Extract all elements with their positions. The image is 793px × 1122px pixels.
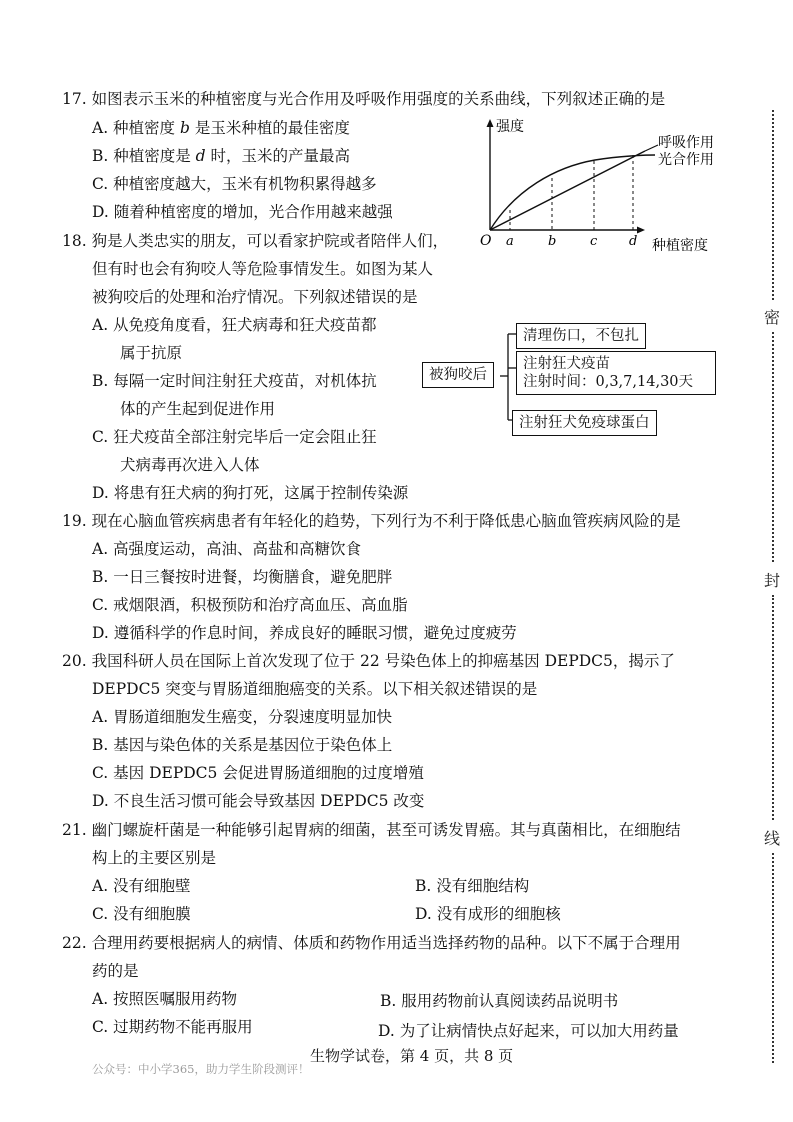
q17-option-b: B. 种植密度是 d 时，玉米的产量最高: [92, 147, 351, 165]
q19-option-d: D. 遵循科学的作息时间，养成良好的睡眠习惯，避免过度疲劳: [92, 624, 517, 642]
q21-stem-line1: 21. 幽门螺旋杆菌是一种能够引起胃病的细菌，甚至可诱发胃癌。其与真菌相比，在细胞结: [62, 821, 681, 839]
diagram-root-box: 被狗咬后: [422, 362, 494, 388]
q20-stem-line1: 20. 我国科研人员在国际上首次发现了位于 22 号染色体上的抑癌基因 DEPDC5，揭示了: [62, 652, 675, 670]
margin-char-xian: 线: [764, 829, 781, 848]
respiration-label: 呼吸作用: [658, 135, 714, 151]
diagram-branch1-box: 清理伤口，不包扎: [516, 323, 646, 349]
q21-option-b: B. 没有细胞结构: [415, 877, 530, 895]
x-axis-label: 种植密度: [652, 238, 708, 254]
q20-option-d: D. 不良生活习惯可能会导致基因 DEPDC5 改变: [92, 792, 425, 810]
margin-dotted-line-2: [772, 332, 776, 562]
q18-option-d: D. 将患有狂犬病的狗打死，这属于控制传染源: [92, 484, 409, 502]
q22-stem-line2: 药的是: [92, 962, 139, 980]
q18-option-a-line1: A. 从免疫角度看，狂犬病毒和狂犬疫苗都: [92, 316, 377, 334]
y-axis-label: 强度: [496, 119, 524, 135]
tick-c-label: c: [590, 234, 598, 249]
origin-label: O: [480, 233, 492, 249]
photosynthesis-label: 光合作用: [658, 152, 714, 168]
q21-option-d: D. 没有成形的细胞核: [415, 905, 561, 923]
q17-option-c: C. 种植密度越大，玉米有机物积累得越多: [92, 175, 377, 193]
q20-option-c: C. 基因 DEPDC5 会促进胃肠道细胞的过度增殖: [92, 764, 424, 782]
respiration-pointer: [645, 145, 658, 151]
branch2-line2: 注射时间：0,3,7,14,30天: [523, 374, 694, 390]
q19-stem: 19. 现在心脑血管疾病患者有年轻化的趋势，下列行为不利于降低患心脑血管疾病风险的是: [62, 512, 681, 530]
q19-option-c: C. 戒烟限酒，积极预防和治疗高血压、高血脂: [92, 596, 408, 614]
q18-stem-line2: 但有时也会有狗咬人等危险事情发生。如图为某人: [92, 260, 434, 278]
q22-option-d: D. 为了让病情快点好起来，可以加大用药量: [378, 1022, 679, 1040]
q18-option-c-line2: 犬病毒再次进入人体: [120, 456, 260, 474]
margin-dotted-line-3: [772, 595, 776, 820]
x-axis-arrow: [637, 227, 645, 234]
margin-char-feng: 封: [764, 571, 781, 590]
q17-stem: 17. 如图表示玉米的种植密度与光合作用及呼吸作用强度的关系曲线，下列叙述正确的是: [62, 90, 666, 108]
diagram-branch3-box: 注射狂犬免疫球蛋白: [512, 410, 657, 436]
q18-option-c-line1: C. 狂犬疫苗全部注射完毕后一定会阻止狂: [92, 428, 377, 446]
tick-a-label: a: [506, 234, 514, 249]
q19-option-a: A. 高强度运动，高油、高盐和高糖饮食: [92, 540, 362, 558]
y-axis-arrow: [487, 119, 494, 127]
q22-stem-line1: 22. 合理用药要根据病人的病情、体质和药物作用适当选择药物的品种。以下不属于合理用: [62, 934, 681, 952]
q18-stem-line3: 被狗咬后的处理和治疗情况。下列叙述错误的是: [92, 288, 418, 306]
q21-option-a: A. 没有细胞壁: [92, 877, 191, 895]
branch2-line1: 注射狂犬疫苗: [523, 356, 610, 372]
q21-stem-line2: 构上的主要区别是: [92, 849, 217, 867]
tick-d-label: d: [629, 234, 638, 249]
q18-option-b-line2: 体的产生起到促进作用: [120, 400, 276, 418]
respiration-line: [490, 151, 645, 230]
q18-stem-line1: 18. 狗是人类忠实的朋友，可以看家护院或者陪伴人们，: [62, 232, 449, 250]
photosynthesis-curve: [490, 155, 655, 230]
q18-option-a-line2: 属于抗原: [120, 344, 183, 362]
margin-char-mi: 密: [764, 308, 781, 327]
q22-option-a: A. 按照医嘱服用药物: [92, 990, 238, 1008]
q20-option-a: A. 胃肠道细胞发生癌变，分裂速度明显加快: [92, 708, 393, 726]
q17-graph: [470, 115, 750, 265]
q22-option-b: B. 服用药物前认真阅读药品说明书: [380, 992, 619, 1010]
q18-option-b-line1: B. 每隔一定时间注射狂犬疫苗，对机体抗: [92, 372, 377, 390]
q17-option-a: A. 种植密度 b 是玉米种植的最佳密度: [92, 119, 350, 137]
margin-dotted-line-4: [772, 853, 776, 1063]
q20-stem-line2: DEPDC5 突变与胃肠道细胞癌变的关系。以下相关叙述错误的是: [92, 680, 538, 698]
q22-option-c: C. 过期药物不能再服用: [92, 1018, 253, 1036]
watermark: 公众号：中小学365，助力学生阶段测评！: [92, 1062, 310, 1076]
margin-dotted-line-1: [772, 110, 776, 300]
q17-option-d: D. 随着种植密度的增加，光合作用越来越强: [92, 203, 393, 221]
q19-option-b: B. 一日三餐按时进餐，均衡膳食，避免肥胖: [92, 568, 393, 586]
page-footer: 生物学试卷，第 4 页，共 8 页: [310, 1047, 514, 1065]
tick-b-label: b: [548, 234, 557, 249]
diagram-branch2-box: [516, 351, 716, 395]
q20-option-b: B. 基因与染色体的关系是基因位于染色体上: [92, 736, 393, 754]
q21-option-c: C. 没有细胞膜: [92, 905, 191, 923]
